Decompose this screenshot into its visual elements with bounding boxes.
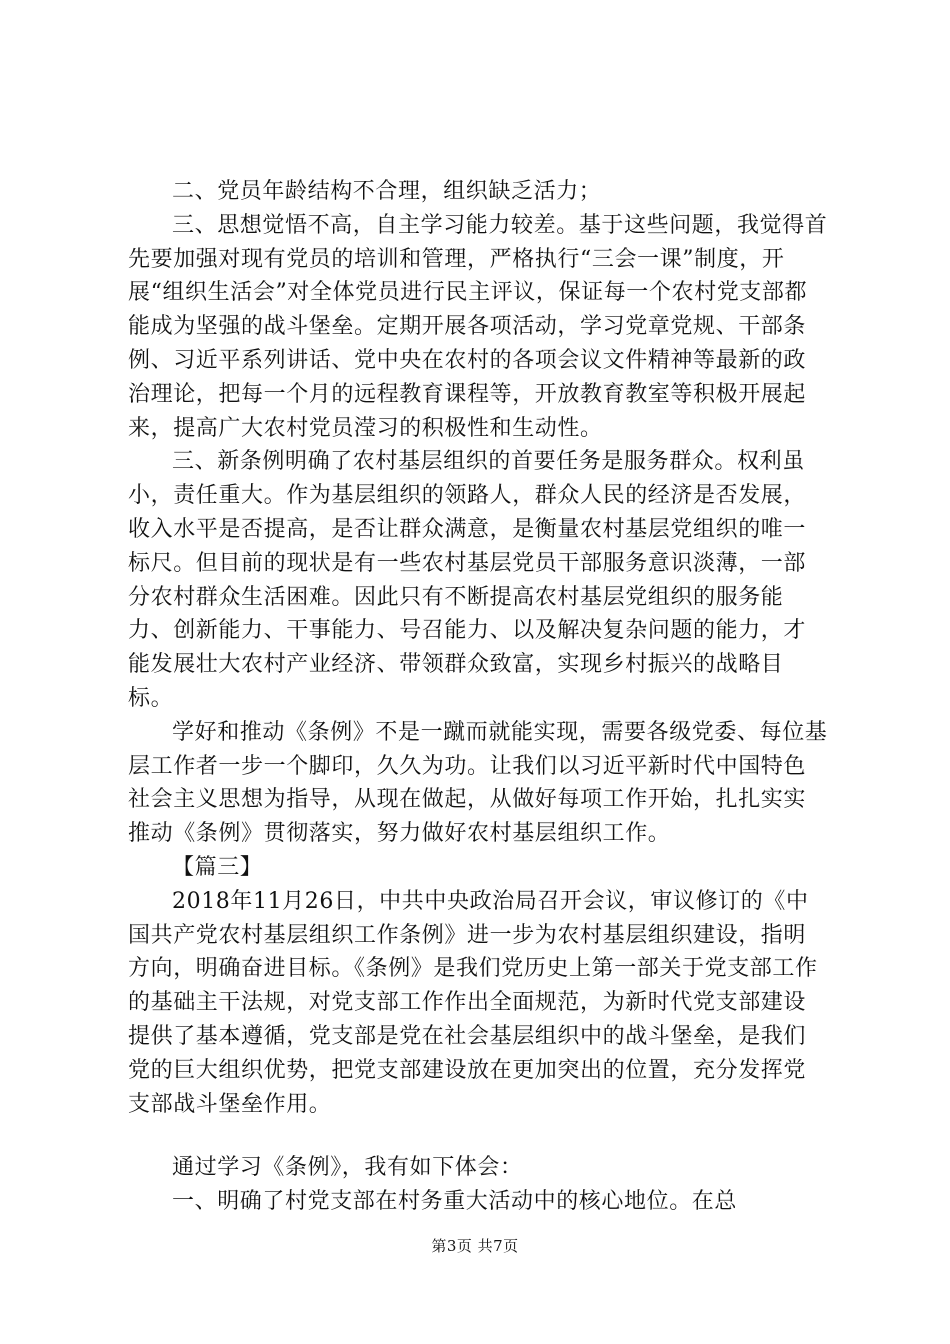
document-body — [128, 175, 828, 1219]
paragraph-spacer — [128, 1121, 828, 1151]
paragraph-study-reflections: 通过学习《条例》，我有如下体会： — [172, 1155, 523, 1181]
paragraph-politburo-meeting: 2018年11月26日，中共中央政治局召开会议，审议修订的《中国共产党农村基层组织工作条例》进一步为农村基层组织建设，指明方向，明确奋进目标。《条例》是我们党历史上第一部关于党支部工作的基础主干法规，对党支部工作作出全面规范，为新时代党支部建设提供了基本遵循，党支部是党在社会基层组织中的战斗堡垒，是我们党的巨大组织优势，把党支部建设放在更加突出的位置，充分发挥党支部战斗堡垒作用。 — [128, 888, 818, 1117]
paragraph-promote-regulations: 学好和推动《条例》不是一蹴而就能实现，需要各级党委、每位基层工作者一步一个脚印，久久为功。让我们以习近平新时代中国特色社会主义思想为指导，从现在做起，从做好每项工作开始，扎扎实实推动《条例》贯彻落实，努力做好农村基层组织工作。 — [128, 719, 828, 847]
page-number-footer: 第3页 共7页 — [431, 1237, 519, 1255]
paragraph-age-structure: 二、党员年龄结构不合理，组织缺乏活力； — [172, 179, 602, 204]
paragraph-serving-masses: 三、新条例明确了农村基层组织的首要任务是服务群众。权利虽小，责任重大。作为基层组织的领路人，群众人民的经济是否发展，收入水平是否提高，是否让群众满意，是衡量农村基层党组织的唯一标尺。但目前的现状是有一些农村基层党员干部服务意识淡薄，一部分农村群众生活困难。因此只有不断提高农村基层党组织的服务能力、创新能力、干事能力、号召能力、以及解决复杂问题的能力，才能发展壮大农村产业经济、带领群众致富，实现乡村振兴的战略目标。 — [128, 449, 807, 711]
paragraph-core-position: 一、明确了村党支部在村务重大活动中的核心地位。在总 — [172, 1189, 738, 1215]
section-heading-part-three: 【篇三】 — [172, 854, 263, 880]
paragraph-ideological-awareness: 三、思想觉悟不高，自主学习能力较差。基于这些问题，我觉得首先要加强对现有党员的培训和管理，严格执行“三会一课”制度，开展“组织生活会”对全体党员进行民主评议，保证每一个农村党支部都能成为坚强的战斗堡垒。定期开展各项活动，学习党章党规、干部条例、习近平系列讲话、党中央在农村的各项会议文件精神等最新的政治理论，把每一个月的远程教育课程等，开放教育教室等积极开展起来，提高广大农村党员滢习的积极性和生动性。 — [128, 212, 828, 441]
